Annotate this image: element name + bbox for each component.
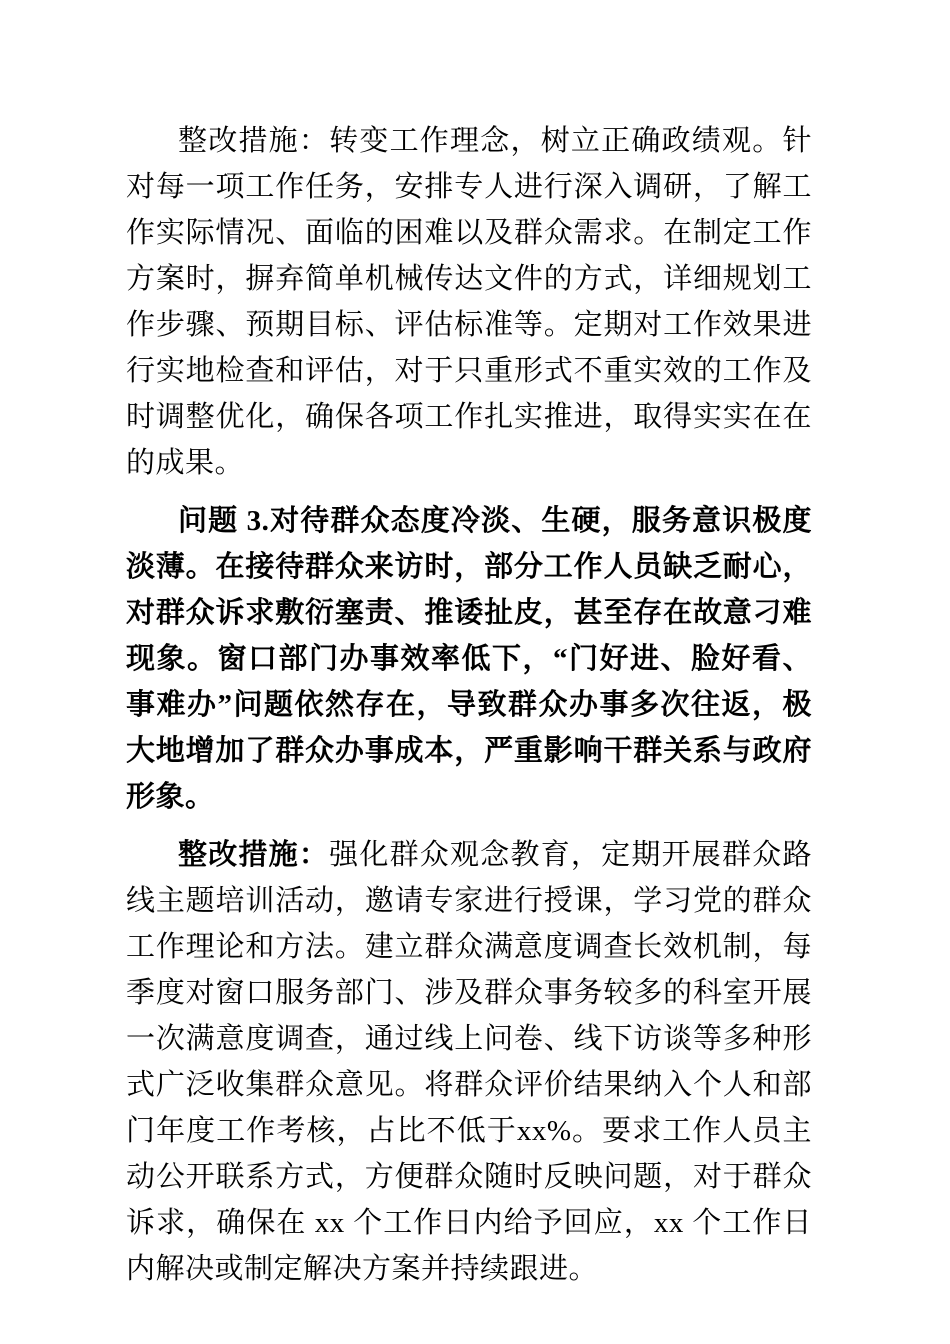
paragraph-problem-3: 问题 3.对待群众态度冷淡、生硬，服务意识极度淡薄。在接待群众来访时，部分工作人员缺乏耐心，对群众诉求敷衍塞责、推诿扯皮，甚至存在故意刁难现象。窗口部门办事效率低下，“门好进、脸好看、事难办”问题依然存在，导致群众办事多次往返，极大地增加了群众办事成本，严重影响干群关系与政府形象。	[126, 505, 812, 813]
paragraph-rectification-measures-1: 整改措施：转变工作理念，树立正确政绩观。针对每一项工作任务，安排专人进行深入调研，了解工作实际情况、面临的困难以及群众需求。在制定工作方案时，摒弃简单机械传达文件的方式，详细规划工作步骤、预期目标、评估标准等。定期对工作效果进行实地检查和评估，对于只重形式不重实效的工作及时调整优化，确保各项工作扎实推进，取得实实在在的成果。	[126, 125, 812, 479]
paragraph-lead-bold: 整改措施：	[178, 839, 330, 871]
paragraph-rectification-measures-2	[126, 832, 812, 1292]
paragraph-body-text: 强化群众观念教育，定期开展群众路线主题培训活动，邀请专家进行授课，学习党的群众工作理论和方法。建立群众满意度调查长效机制，每季度对窗口服务部门、涉及群众事务较多的科室开展一次满意度调查，通过线上问卷、线下访谈等多种形式广泛收集群众意见。将群众评价结果纳入个人和部门年度工作考核，占比不低于xx%。要求工作人员主动公开联系方式，方便群众随时反映问题，对于群众诉求，确保在 xx 个工作日内给予回应，xx 个工作日内解决或制定解决方案并持续跟进。	[126, 839, 812, 1285]
